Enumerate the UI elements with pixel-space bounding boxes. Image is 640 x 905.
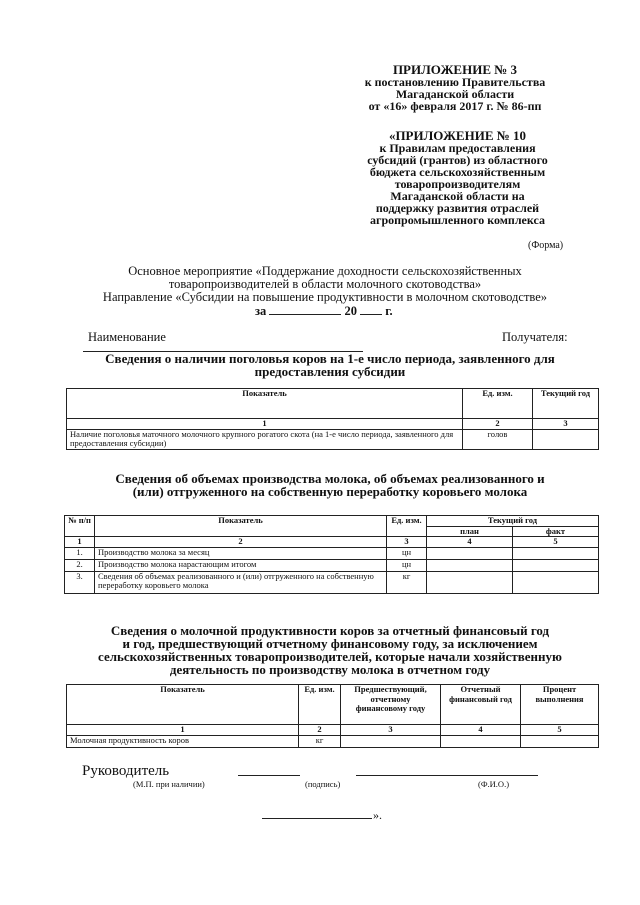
recipient-label: Получателя: — [502, 330, 568, 344]
unit-cell: голов — [463, 429, 533, 449]
intro-line: товаропроизводителей в области молочного скотоводства» — [168, 277, 482, 291]
unit-cell: цн — [387, 547, 427, 559]
appendix-10-line: Магаданской области на — [390, 189, 525, 203]
column-number: 3 — [341, 725, 441, 736]
table3-title-line: Сведения о молочной продуктивности коров за отчетный финансовый год — [110, 623, 550, 638]
indicator-cell: Наличие поголовья маточного молочного крупного рогатого скота (на 1-е число периода, заявленного для предоставления субсидии) — [67, 429, 463, 449]
appendix-10-line: к Правилам предоставления — [379, 141, 536, 155]
table-row — [65, 547, 599, 559]
column-header: план — [427, 526, 513, 537]
indicator-cell: Сведения об объемах реализованного и (или) отгруженного на собственную переработку коровьего молока — [95, 571, 387, 593]
column-number: 5 — [521, 725, 599, 736]
table2-title — [70, 472, 590, 498]
column-number: 2 — [463, 419, 533, 430]
column-header: Ед. изм. — [387, 516, 427, 537]
table2-title-line: (или) отгруженного на собственную переработку коровьего молока — [132, 484, 528, 499]
previous-year-cell[interactable] — [341, 735, 441, 747]
column-header: Ед. изм. — [299, 685, 341, 725]
period-year-blank[interactable] — [360, 304, 382, 315]
column-header: № п/п — [65, 516, 95, 537]
row-number: 1. — [65, 547, 95, 559]
percent-cell[interactable] — [521, 735, 599, 747]
column-header: Ед. изм. — [463, 389, 533, 419]
table3-title-line: сельскохозяйственных товаропроизводителей, которые начали хозяйственную — [98, 649, 562, 664]
table1-title-line: Сведения о наличии поголовья коров на 1-е число периода, заявленного для — [105, 351, 555, 366]
column-header: Процент выполнения — [521, 685, 599, 725]
table3-title-line: деятельность по производству молока в отчетном году — [169, 662, 491, 677]
value-cell[interactable] — [533, 429, 599, 449]
column-number: 3 — [533, 419, 599, 430]
date-line[interactable] — [262, 818, 372, 819]
unit-cell: кг — [387, 571, 427, 593]
column-number: 1 — [65, 537, 95, 548]
table1-title-line: предоставления субсидии — [254, 364, 406, 379]
unit-cell: кг — [299, 735, 341, 747]
appendix-10-block — [350, 130, 565, 226]
form-label: (Форма) — [528, 240, 564, 251]
table-row — [65, 571, 599, 593]
signature-note: (подпись) — [305, 779, 341, 789]
column-number: 2 — [299, 725, 341, 736]
column-header: Отчетный финансовый год — [441, 685, 521, 725]
column-number: 5 — [513, 537, 599, 548]
intro-line: Направление «Субсидии на повышение продуктивности в молочном скотоводстве» — [102, 290, 548, 304]
appendix-3-line: к постановлению Правительства — [364, 75, 546, 89]
appendix-3-block — [340, 64, 570, 112]
appendix-10-line: товаропроизводителям — [394, 177, 521, 191]
recipient-name-label: Наименование — [88, 330, 166, 344]
table1-title — [70, 352, 590, 378]
column-number: 3 — [387, 537, 427, 548]
indicator-cell: Молочная продуктивность коров — [67, 735, 299, 747]
plan-cell[interactable] — [427, 571, 513, 593]
intro-block — [60, 265, 590, 304]
closing-quote: ». — [373, 808, 382, 822]
intro-line: Основное мероприятие «Поддержание доходности сельскохозяйственных — [128, 264, 522, 278]
full-name-note: (Ф.И.О.) — [478, 779, 510, 789]
column-header: Показатель — [67, 685, 299, 725]
column-header: Текущий год — [533, 389, 599, 419]
table2-title-line: Сведения об объемах производства молока, об объемах реализованного и — [115, 471, 545, 486]
column-header: Предшествующий, отчетному финансовому году — [341, 685, 441, 725]
appendix-10-title: «ПРИЛОЖЕНИЕ № 10 — [388, 128, 527, 143]
period-prefix: за — [255, 304, 267, 318]
appendix-3-line: от «16» февраля 2017 г. № 86-пп — [368, 99, 542, 113]
stamp-note: (М.П. при наличии) — [133, 779, 205, 789]
reporting-year-cell[interactable] — [441, 735, 521, 747]
column-header: Показатель — [67, 389, 463, 419]
table3-title-line: и год, предшествующий отчетному финансовому году, за исключением — [122, 636, 538, 651]
productivity-table — [66, 684, 599, 748]
fact-cell[interactable] — [513, 559, 599, 571]
appendix-10-line: бюджета сельскохозяйственным — [369, 165, 546, 179]
full-name-line[interactable] — [356, 775, 538, 776]
column-header: Показатель — [95, 516, 387, 537]
fact-cell[interactable] — [513, 571, 599, 593]
table-row — [65, 559, 599, 571]
column-number: 4 — [427, 537, 513, 548]
period-year: 20 — [344, 304, 358, 318]
table-row — [67, 735, 599, 747]
milk-production-table — [64, 515, 599, 594]
indicator-cell: Производство молока нарастающим итогом — [95, 559, 387, 571]
column-number: 2 — [95, 537, 387, 548]
unit-cell: цн — [387, 559, 427, 571]
column-number: 4 — [441, 725, 521, 736]
fact-cell[interactable] — [513, 547, 599, 559]
column-header: факт — [513, 526, 599, 537]
table-row — [67, 429, 599, 449]
appendix-3-line: Магаданской области — [395, 87, 515, 101]
livestock-table — [66, 388, 599, 450]
row-number: 3. — [65, 571, 95, 593]
column-header: Текущий год — [427, 516, 599, 527]
table3-title — [70, 624, 590, 676]
indicator-cell: Производство молока за месяц — [95, 547, 387, 559]
appendix-10-line: агропромышленного комплекса — [370, 213, 545, 227]
signature-line[interactable] — [238, 775, 300, 776]
plan-cell[interactable] — [427, 559, 513, 571]
column-number: 1 — [67, 725, 299, 736]
period-suffix: г. — [385, 304, 393, 318]
appendix-3-title: ПРИЛОЖЕНИЕ № 3 — [392, 62, 518, 77]
appendix-10-line: субсидий (грантов) из областного — [367, 153, 548, 167]
head-label: Руководитель — [82, 763, 170, 779]
plan-cell[interactable] — [427, 547, 513, 559]
column-number: 1 — [67, 419, 463, 430]
appendix-10-line: поддержку развития отраслей — [375, 201, 540, 215]
period-blank[interactable] — [269, 304, 341, 315]
report-period — [255, 304, 393, 319]
row-number: 2. — [65, 559, 95, 571]
